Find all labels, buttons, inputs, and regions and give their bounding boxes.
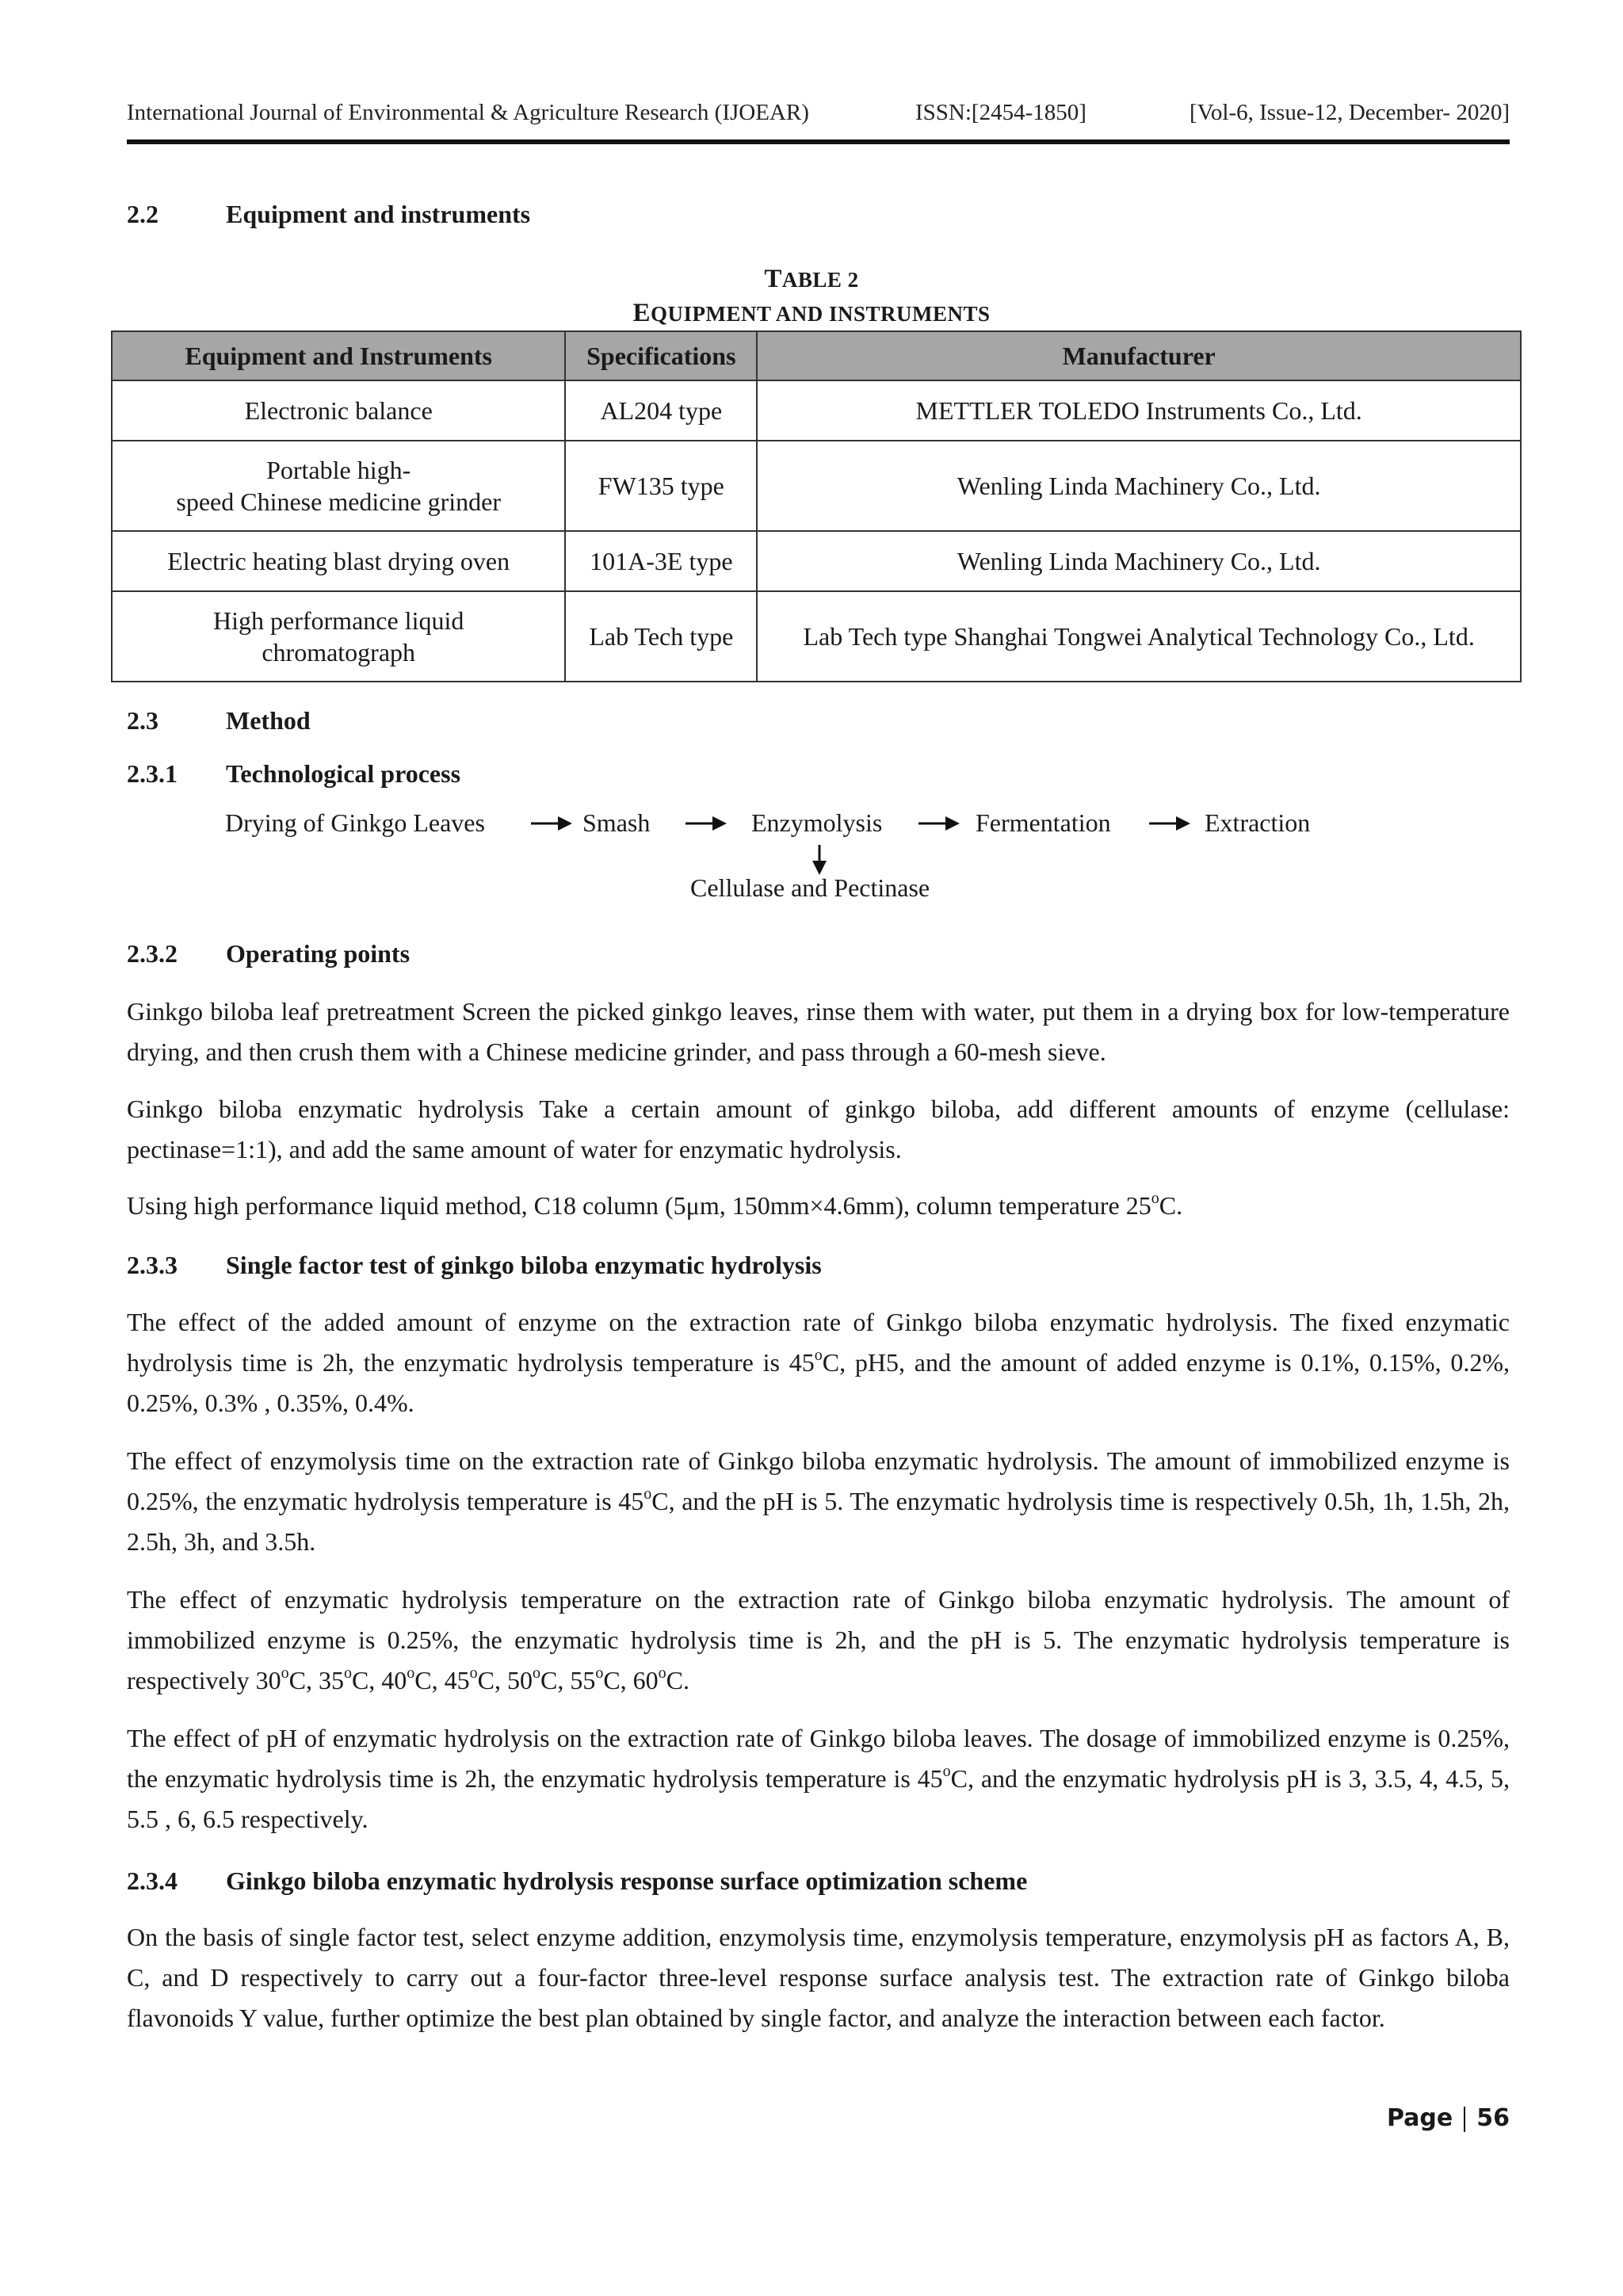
- document-page: International Journal of Environmental & Agriculture Research (IJOEAR) ISSN:[2454-1850] [Vol-6, Issue-12, December- 2020] 2.2 Equipment and instruments TABLE 2 EQUIPMENT AND INSTRUMENTS Equipment and Instruments Specifications Manufacturer Electronic balance AL204 type METTLER TOLEDO Instruments Co., Ltd. Portable high- speed Chinese medicine grinder FW135 type Wenling Linda Machinery Co., Ltd. Electric heating blast drying oven 101A-3E type Wenling Linda Machinery Co., Ltd. High performance liquid chromatograph Lab Tech type Lab Tech type Shanghai Tongwei Analytical Technology Co., Ltd. 2.3 Method 2.3.1 Technological process Drying of Ginkgo Leaves Smash Enzymolysis Fermentation Extraction Cellulase and Pectinase 2.3.2 Operating points Ginkgo biloba leaf pretreatment Screen the picked ginkgo leaves, rinse them with water, put them in a drying box for low-temperature drying, and then crush them with a Chinese medicine grinder, and pass through a 60-mesh sieve. Ginkgo biloba enzymatic hydrolysis Take a certain amount of ginkgo biloba, add different amounts of enzyme (cellulase: pectinase=1:1), and add the same amount of water for enzymatic hydrolysis. Using high performance liquid method, C18 column (5μm, 150mm×4.6mm), column temperature 25$^o$C. 2.3.3 Single factor test of ginkgo biloba enzymatic hydrolysis The effect of the added amount of enzyme on the extraction rate of Ginkgo biloba enzymatic hydrolysis. The fixed enzymatic hydrolysis time is 2h, the enzymatic hydrolysis temperature is 45$^o$C, pH5, and the amount of added enzyme is 0.1%, 0.15%, 0.2%, 0.25%, 0.3% , 0.35%, 0.4%. The effect of enzymolysis time on the extraction rate of Ginkgo biloba enzymatic hydrolysis. The amount of immobilized enzyme is 0.25%, the enzymatic hydrolysis temperature is 45$^o$C, and the pH is 5. The enzymatic hydrolysis time is respectively 0.5h, 1h, 1.5h, 2h, 2.5h, 3h, and 3.5h. The effect of enzymatic hydrolysis temperature on the extraction rate of Ginkgo biloba enzymatic hydrolysis. The amount of immobilized enzyme is 0.25%, the enzymatic hydrolysis time is 2h, and the pH is 5. The enzymatic hydrolysis temperature is respectively 30$^o$C, 35$^o$C, 40$^o$C, 45$^o$C, 50$^o$C, 55$^o$C, 60$^o$C. The effect of pH of enzymatic hydrolysis on the extraction rate of Ginkgo biloba leaves. The dosage of immobilized enzyme is 0.25%, the enzymatic hydrolysis time is 2h, the enzymatic hydrolysis temperature is 45$^o$C, and the enzymatic hydrolysis pH is 3, 3.5, 4, 4.5, 5, 5.5 , 6, 6.5 respectively. 2.3.4 Ginkgo biloba enzymatic hydrolysis response surface optimization scheme On the basis of single factor test, select enzyme addition, enzymolysis time, enzymolysis temperature, enzymolysis pH as factors A, B, C, and D respectively to carry out a four-factor three-level response surface analysis test. The extraction rate of Ginkgo biloba flavonoids Y value, further optimize the best plan obtained by single factor, and analyze the interaction between each factor. Page 56: [0, 0, 1623, 2296]
- table-row: [112, 380, 1521, 441]
- journal-volume: [Vol-6, Issue-12, December- 2020]: [1190, 100, 1510, 125]
- table-subcaption: EQUIPMENT AND INSTRUMENTS: [632, 299, 991, 327]
- journal-title: International Journal of Environmental & Agriculture Research (IJOEAR): [127, 100, 809, 125]
- separator: [1464, 2107, 1465, 2132]
- equipment-table: [111, 330, 1522, 682]
- flow-step: Enzymolysis: [751, 808, 883, 837]
- arrow-right-icon: [1148, 812, 1192, 835]
- arrow-right-icon: [917, 812, 961, 835]
- enzyme-note: Cellulase and Pectinase: [690, 873, 930, 902]
- process-flow-diagram: [0, 808, 1623, 904]
- table-header-row: [112, 331, 1521, 380]
- equipment-cell: High performance liquid chromatograph: [112, 591, 565, 682]
- spec-cell: 101A-3E type: [565, 531, 757, 591]
- column-header: Specifications: [565, 331, 757, 380]
- paragraph-pretreatment: Ginkgo biloba leaf pretreatment Screen the picked ginkgo leaves, rinse them with water, put them in a drying box for low-temperature drying, and then crush them with a Chinese medicine grinder, and pass through a 60-mesh sieve.: [127, 997, 1510, 1066]
- arrow-right-icon: [684, 812, 728, 835]
- paragraph-ph: The effect of pH of enzymatic hydrolysis on the extraction rate of Ginkgo biloba leaves. The dosage of immobilized enzyme is 0.25%, the enzymatic hydrolysis time is 2h, the enzymatic hydrolysis temperature is 45$^o$C, and the enzymatic hydrolysis pH is 3, 3.5, 4, 4.5, 5, 5.5 , 6, 6.5 respectively.: [127, 1724, 1510, 1833]
- table-row: [112, 531, 1521, 591]
- paragraph-temperature: The effect of enzymatic hydrolysis temperature on the extraction rate of Ginkgo biloba enzymatic hydrolysis. The amount of immobilized enzyme is 0.25%, the enzymatic hydrolysis time is 2h, and the pH is 5. The enzymatic hydrolysis temperature is respectively 30$^o$C, 35$^o$C, 40$^o$C, 45$^o$C, 50$^o$C, 55$^o$C, 60$^o$C.: [127, 1585, 1510, 1694]
- equipment-cell: Portable high- speed Chinese medicine grinder: [112, 441, 565, 531]
- equipment-cell: Electronic balance: [112, 380, 565, 441]
- flow-step: Smash: [582, 808, 651, 837]
- paragraph-hplc: Using high performance liquid method, C18 column (5μm, 150mm×4.6mm), column temperature 25$^o$C.: [127, 1190, 1183, 1220]
- column-header: Manufacturer: [757, 331, 1521, 380]
- page-number: Page 56: [1387, 2104, 1510, 2132]
- table-caption: TABLE 2: [764, 265, 859, 293]
- flow-step: Extraction: [1205, 808, 1311, 837]
- arrow-down-icon: [808, 843, 831, 877]
- manufacturer-cell: Lab Tech type Shanghai Tongwei Analytical Technology Co., Ltd.: [757, 591, 1521, 682]
- manufacturer-cell: Wenling Linda Machinery Co., Ltd.: [757, 531, 1521, 591]
- spec-cell: AL204 type: [565, 380, 757, 441]
- equipment-cell: Electric heating blast drying oven: [112, 531, 565, 591]
- table-row: [112, 591, 1521, 682]
- section-title: Equipment and instruments: [226, 200, 531, 228]
- header-rule: [127, 139, 1510, 144]
- paragraph-enzymolysis-time: The effect of enzymolysis time on the extraction rate of Ginkgo biloba enzymatic hydrolysis. The amount of immobilized enzyme is 0.25%, the enzymatic hydrolysis temperature is 45$^o$C, and the pH is 5. The enzymatic hydrolysis time is respectively 0.5h, 1h, 1.5h, 2h, 2.5h, 3h, and 3.5h.: [127, 1446, 1510, 1556]
- table-row: [112, 441, 1521, 531]
- journal-issn: ISSN:[2454-1850]: [915, 100, 1086, 125]
- spec-cell: Lab Tech type: [565, 591, 757, 682]
- manufacturer-cell: Wenling Linda Machinery Co., Ltd.: [757, 441, 1521, 531]
- section-number: 2.2: [127, 200, 158, 228]
- flow-step: Drying of Ginkgo Leaves: [225, 808, 485, 837]
- paragraph-response-surface: On the basis of single factor test, select enzyme addition, enzymolysis time, enzymolysis temperature, enzymolysis pH as factors A, B, C, and D respectively to carry out a four-factor three-level response surface analysis test. The extraction rate of Ginkgo biloba flavonoids Y value, further optimize the best plan obtained by single factor, and analyze the interaction between each factor.: [127, 1923, 1510, 2032]
- spec-cell: FW135 type: [565, 441, 757, 531]
- arrow-right-icon: [529, 812, 574, 835]
- paragraph-enzyme-amount: The effect of the added amount of enzyme on the extraction rate of Ginkgo biloba enzymatic hydrolysis. The fixed enzymatic hydrolysis time is 2h, the enzymatic hydrolysis temperature is 45$^o$C, pH5, and the amount of added enzyme is 0.1%, 0.15%, 0.2%, 0.25%, 0.3% , 0.35%, 0.4%.: [127, 1308, 1510, 1417]
- column-header: Equipment and Instruments: [112, 331, 565, 380]
- flow-step: Fermentation: [976, 808, 1111, 837]
- running-header: [127, 100, 1510, 132]
- manufacturer-cell: METTLER TOLEDO Instruments Co., Ltd.: [757, 380, 1521, 441]
- paragraph-hydrolysis: Ginkgo biloba enzymatic hydrolysis Take a certain amount of ginkgo biloba, add different amounts of enzyme (cellulase: pectinase=1:1), and add the same amount of water for enzymatic hydrolysis.: [127, 1095, 1510, 1163]
